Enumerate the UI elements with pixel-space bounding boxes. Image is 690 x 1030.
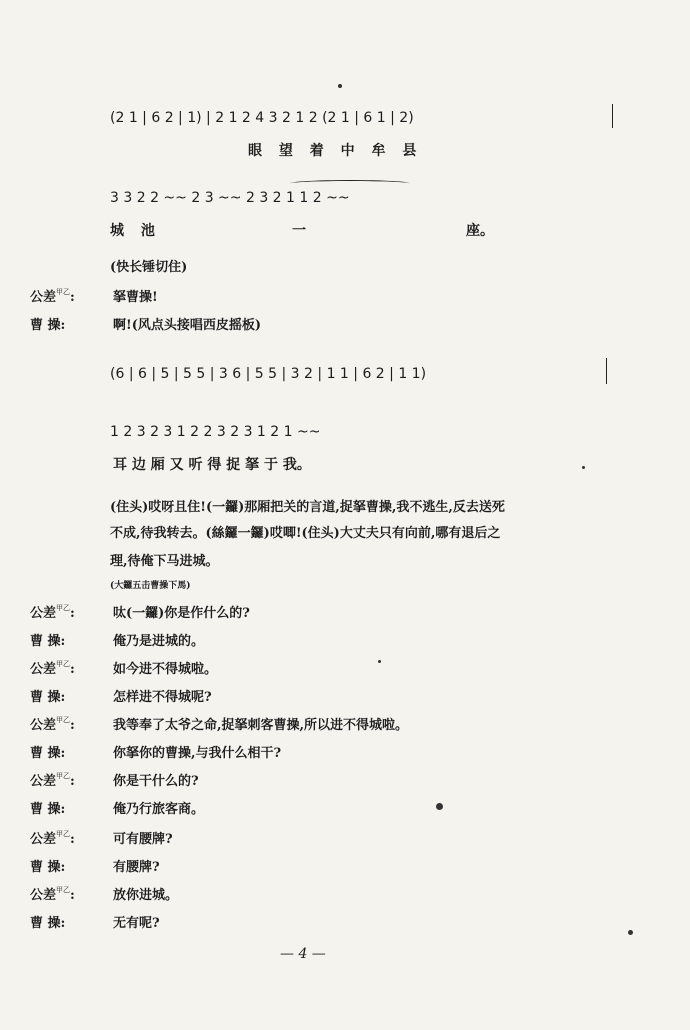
dialogue-line: 放你进城。 <box>113 888 179 903</box>
dialogue-line: 俺乃行旅客商。 <box>113 802 205 817</box>
stage-direction-1: (快长锤切住) <box>110 260 188 275</box>
dialogue-line: 有腰牌? <box>113 860 160 875</box>
speaker-label: 公差$^{甲乙}$: <box>30 829 75 847</box>
speaker-label: 公差$^{甲乙}$: <box>30 885 75 903</box>
lyrics-line-2c: 座。 <box>466 223 494 239</box>
dialogue-line: 你是干什么的? <box>113 774 199 789</box>
dialogue-line: 我等奉了太爷之命,捉拏刺客曹操,所以进不得城啦。 <box>113 718 409 733</box>
dialogue-line: 呔(一鑼)你是作什么的? <box>113 606 250 621</box>
speaker-label: 曹 操: <box>30 916 66 931</box>
dialogue-line: 无有呢? <box>113 916 160 931</box>
lyrics-line-3: 耳 边 厢 又 听 得 捉 拏 于 我。 <box>113 457 311 473</box>
paragraph-line: 不成,待我转去。(絲鑼一鑼)哎唧!(住头)大丈夫只有向前,哪有退后之 <box>110 526 501 541</box>
notation-line-1: (2 1 | 6 2 | 1) | 2 1 2 4 3 2 1 2 (2 1 | 6 1 | 2) <box>110 110 414 126</box>
speaker-label: 公差$^{甲乙}$: <box>30 771 75 789</box>
dialogue-line: 俺乃是进城的。 <box>113 634 205 649</box>
print-speck <box>436 803 443 810</box>
dialogue-line: 你拏你的曹操,与我什么相干? <box>113 746 282 761</box>
notation-line-3: (6 | 6 | 5 | 5 5 | 3 6 | 5 5 | 3 2 | 1 1 | 6 2 | 1 1) <box>110 366 427 382</box>
speaker-label: 曹 操: <box>30 690 66 705</box>
dialogue-line: 如今进不得城啦。 <box>113 662 218 677</box>
notation-line-4: 1 2 3 2 3 1 2 2 3 2 3 1 2 1 ~~ <box>110 424 321 440</box>
print-speck <box>582 466 585 469</box>
speaker-label: 曹 操: <box>30 860 66 875</box>
dialogue-line: 啊!(风点头接唱西皮摇板) <box>113 318 262 333</box>
notation-barline <box>606 358 607 384</box>
speaker-label: 公差$^{甲乙}$: <box>30 715 75 733</box>
notation-barline <box>612 104 613 128</box>
stage-direction-2: (大鑼五击曹操下馬) <box>110 581 191 591</box>
dialogue-line: 可有腰牌? <box>113 832 173 847</box>
print-speck <box>628 930 633 935</box>
dialogue-line: 拏曹操! <box>113 290 158 305</box>
slur-mark <box>290 180 410 187</box>
speaker-label: 公差$^{甲乙}$: <box>30 659 75 677</box>
speaker-label: 曹 操: <box>30 634 66 649</box>
lyrics-line-2b: 一 <box>292 223 306 239</box>
page-number: — 4 — <box>280 946 326 962</box>
paragraph-line: (住头)哎呀且住!(一鑼)那厢把关的言道,捉拏曹操,我不逃生,反去送死 <box>110 500 505 515</box>
print-speck <box>378 660 381 663</box>
speaker-label: 公差$^{甲乙}$: <box>30 603 75 621</box>
print-speck <box>338 84 342 88</box>
speaker-label: 曹 操: <box>30 746 66 761</box>
notation-line-2: 3 3 2 2 ~~ 2 3 ~~ 2 3 2 1 1 2 ~~ <box>110 190 350 206</box>
lyrics-line-2a: 城 池 <box>110 223 161 239</box>
dialogue-line: 怎样进不得城呢? <box>113 690 212 705</box>
speaker-label: 公差$^{甲乙}$: <box>30 287 75 305</box>
paragraph-line: 理,待俺下马进城。 <box>110 554 219 569</box>
lyrics-line-1: 眼 望 着 中 牟 县 <box>248 143 423 159</box>
speaker-label: 曹 操: <box>30 318 66 333</box>
speaker-label: 曹 操: <box>30 802 66 817</box>
